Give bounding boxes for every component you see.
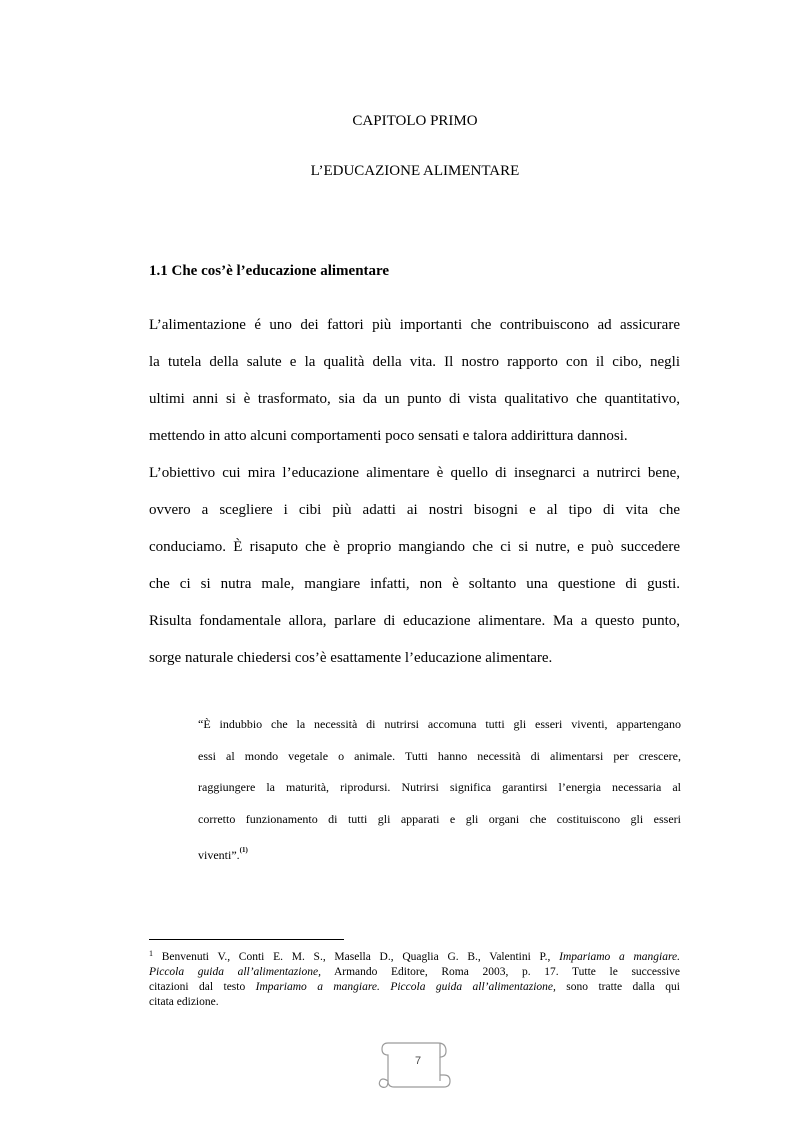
footnote-book-subtitle: Piccola guida all’alimentazione, <box>149 966 321 978</box>
quote-last-text: viventi”. <box>198 848 240 862</box>
page-number: 7 <box>414 1055 422 1067</box>
paragraph-line: ultimi anni si è trasformato, sia da un punto di vista qualitativo che quantitativo, <box>149 391 680 407</box>
footnote-line <box>149 965 680 980</box>
quote-line <box>198 835 681 867</box>
footnote-separator <box>149 939 344 940</box>
footnote-line <box>149 980 680 995</box>
footnote-line <box>149 946 680 965</box>
footnote-text: sono tratte dalla qui <box>555 981 680 993</box>
paragraph-line: che ci si nutra male, mangiare infatti, non è soltanto una questione di gusti. <box>149 576 680 592</box>
quote-line: “È indubbio che la necessità di nutrirsi accomuna tutti gli esseri viventi, appartengano <box>198 717 681 731</box>
footnote-authors: Benvenuti V., Conti E. M. S., Masella D., Quaglia G. B., Valentini P., <box>153 951 560 963</box>
chapter-kicker: CAPITOLO PRIMO <box>352 113 478 129</box>
footnote-book-title-italic: Impariamo a mangiare. Piccola guida all’alimentazione, <box>255 981 556 993</box>
paragraph-line: mettendo in atto alcuni comportamenti poco sensati e talora addirittura dannosi. <box>149 428 628 444</box>
footnote-number: 1 <box>149 949 153 958</box>
footnote <box>149 946 680 1010</box>
footnote-publisher: Armando Editore, Roma 2003, p. 17. Tutte le successive <box>320 966 680 978</box>
chapter-title: L’EDUCAZIONE ALIMENTARE <box>310 163 520 179</box>
paragraph-line: ovvero a scegliere i cibi più adatti ai nostri bisogni e al tipo di vita che <box>149 502 680 518</box>
paragraph-line: L’alimentazione é uno dei fattori più importanti che contribuiscono ad assicurare <box>149 317 680 333</box>
quote-line: corretto funzionamento di tutti gli apparati e gli organi che costituiscono gli esseri <box>198 811 681 826</box>
section-heading: 1.1 Che cos’è l’educazione alimentare <box>149 263 390 279</box>
paragraph-line: Risulta fondamentale allora, parlare di educazione alimentare. Ma a questo punto, <box>149 613 680 629</box>
footnote-line: citata edizione. <box>149 996 219 1008</box>
paragraph-line: sorge naturale chiedersi cos’è esattamente l’educazione alimentare. <box>149 650 553 666</box>
paragraph-line: la tutela della salute e la qualità della vita. Il nostro rapporto con il cibo, negli <box>149 354 680 370</box>
quote-line: essi al mondo vegetale o animale. Tutti hanno necessità di alimentarsi per crescere, <box>198 748 681 763</box>
quote-line: raggiungere la maturità, riprodursi. Nutrirsi significa garantirsi l’energia necessaria al <box>198 780 681 794</box>
block-quote <box>198 709 681 867</box>
footnote-book-title: Impariamo a mangiare. <box>559 951 680 963</box>
paragraph-line: conduciamo. È risaputo che è proprio mangiando che ci si nutre, e può succedere <box>149 539 680 555</box>
paragraph-line: L’obiettivo cui mira l’educazione alimentare è quello di insegnarci a nutrirci bene, <box>149 465 680 481</box>
footnote-reference[interactable]: (1) <box>239 846 248 854</box>
footnote-text: citazioni dal testo <box>149 981 256 993</box>
body-paragraphs <box>149 307 680 677</box>
